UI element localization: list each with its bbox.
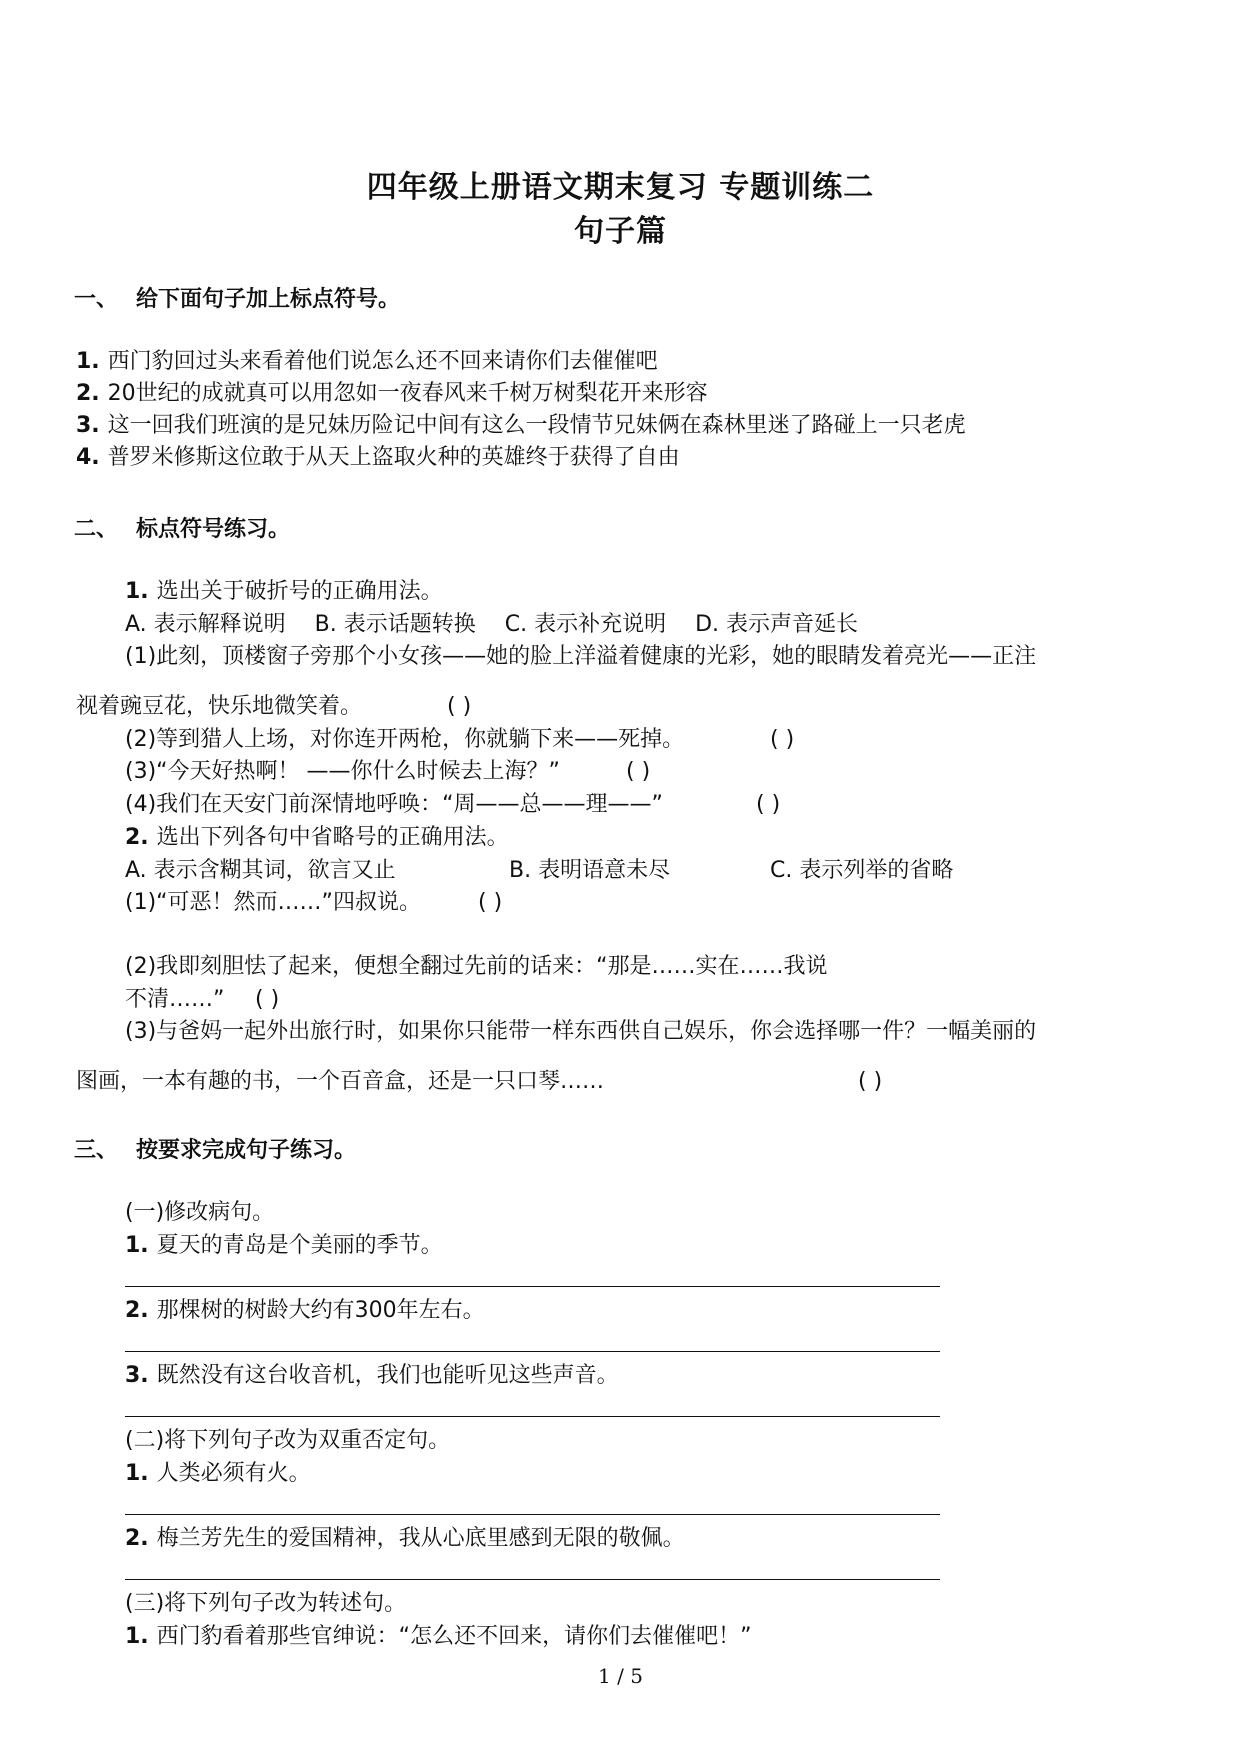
item-text: 夏天的青岛是个美丽的季节。: [156, 1233, 443, 1258]
answer-line[interactable]: [125, 1351, 940, 1352]
item-number: 3.: [76, 413, 100, 438]
page-number: 1 / 5: [598, 1664, 643, 1688]
question-line: (1)此刻，顶楼窗子旁那个小女孩——她的脸上洋溢着健康的光彩，她的眼睛发着亮光——正注: [125, 644, 1037, 669]
question-prompt: [125, 578, 443, 606]
question-line-cont: 图画，一本有趣的书，一个百音盒，还是一只口琴……: [76, 1069, 605, 1094]
item-number: 1.: [76, 349, 100, 374]
option-b: B. 表明语意未尽: [509, 858, 671, 883]
item-number: 2.: [125, 1526, 149, 1551]
item-number: 1.: [125, 1233, 149, 1258]
section-1-heading: [74, 282, 400, 313]
item-number: 1.: [125, 1461, 149, 1486]
item-text: 既然没有这台收音机，我们也能听见这些声音。: [156, 1363, 619, 1388]
answer-line[interactable]: [125, 1514, 940, 1515]
answer-paren[interactable]: ( ): [478, 890, 503, 915]
item-text: 人类必须有火。: [156, 1461, 311, 1486]
exercise-line: [125, 1362, 619, 1390]
answer-paren[interactable]: ( ): [858, 1069, 883, 1094]
exercise-line: [125, 1460, 311, 1488]
question-line: (1)“可恶！然而……”四叔说。: [125, 890, 421, 915]
exercise-line: [76, 380, 708, 408]
answer-paren[interactable]: ( ): [255, 987, 280, 1012]
section-title: 标点符号练习。: [136, 517, 291, 542]
item-text: 梅兰芳先生的爱国精神，我从心底里感到无限的敬佩。: [156, 1526, 685, 1551]
question-prompt: [125, 824, 509, 852]
prompt-text: 选出关于破折号的正确用法。: [156, 579, 443, 604]
answer-paren[interactable]: ( ): [756, 792, 781, 817]
part-heading: (三)将下列句子改为转述句。: [125, 1591, 407, 1616]
exercise-line: [76, 348, 658, 376]
option-d: D. 表示声音延长: [695, 612, 859, 637]
answer-line[interactable]: [125, 1579, 940, 1580]
answer-paren[interactable]: ( ): [447, 694, 472, 719]
section-number: 三、: [74, 1138, 119, 1163]
item-number: 2.: [76, 381, 100, 406]
item-text: 西门豹回过头来看着他们说怎么还不回来请你们去催催吧: [107, 349, 658, 374]
exercise-line: [76, 444, 680, 472]
page-title: 四年级上册语文期末复习 专题训练二: [366, 170, 875, 205]
section-3-heading: [74, 1133, 356, 1164]
item-text: 那棵树的树龄大约有300年左右。: [156, 1298, 485, 1323]
section-2-heading: [74, 512, 290, 543]
item-number: 2.: [125, 1298, 149, 1323]
item-text: 20世纪的成就真可以用忽如一夜春风来千树万树梨花开来形容: [107, 381, 708, 406]
page-subtitle: 句子篇: [574, 214, 667, 249]
options-row: [125, 611, 858, 639]
part-heading: (一)修改病句。: [125, 1200, 275, 1225]
prompt-text: 选出下列各句中省略号的正确用法。: [156, 825, 509, 850]
section-number: 一、: [74, 287, 119, 312]
item-number: 2.: [125, 825, 149, 850]
answer-paren[interactable]: ( ): [770, 727, 795, 752]
answer-line[interactable]: [125, 1416, 940, 1417]
item-number: 3.: [125, 1363, 149, 1388]
exercise-line: [125, 1525, 685, 1553]
line-text: 视着豌豆花，快乐地微笑着。: [76, 694, 363, 719]
item-number: 4.: [76, 445, 100, 470]
answer-line[interactable]: [125, 1286, 940, 1287]
option-c: C. 表示补充说明: [504, 612, 667, 637]
part-heading: (二)将下列句子改为双重否定句。: [125, 1428, 451, 1453]
exercise-line: [125, 1232, 443, 1260]
section-title: 给下面句子加上标点符号。: [136, 287, 401, 312]
question-line: (3)“今天好热啊！ ——你什么时候去上海？”: [125, 759, 560, 784]
question-line: (2)我即刻胆怯了起来，便想全翻过先前的话来：“那是……实在……我说: [125, 954, 828, 979]
item-number: 1.: [125, 579, 149, 604]
option-b: B. 表示话题转换: [314, 612, 476, 637]
item-text: 这一回我们班演的是兄妹历险记中间有这么一段情节兄妹俩在森林里迷了路碰上一只老虎: [107, 413, 966, 438]
item-number: 1.: [125, 1624, 149, 1649]
option-a: A. 表示含糊其词，欲言又止: [125, 858, 396, 883]
item-text: 西门豹看着那些官绅说：“怎么还不回来，请你们去催催吧！”: [156, 1624, 752, 1649]
option-a: A. 表示解释说明: [125, 612, 286, 637]
question-line: (4)我们在天安门前深情地呼唤：“周——总——理——”: [125, 792, 663, 817]
exercise-line: [125, 1297, 485, 1325]
question-line: (3)与爸妈一起外出旅行时，如果你只能带一样东西供自己娱乐，你会选择哪一件？一幅美丽的: [125, 1019, 1037, 1044]
question-line-cont: [76, 693, 362, 721]
exercise-line: [125, 1623, 751, 1651]
section-number: 二、: [74, 517, 119, 542]
answer-paren[interactable]: ( ): [626, 759, 651, 784]
option-c: C. 表示列举的省略: [770, 858, 954, 883]
section-title: 按要求完成句子练习。: [136, 1138, 357, 1163]
question-line-cont: 不清……”: [125, 987, 225, 1012]
item-text: 普罗米修斯这位敢于从天上盗取火种的英雄终于获得了自由: [107, 445, 680, 470]
question-line: (2)等到猎人上场，对你连开两枪，你就躺下来——死掉。: [125, 727, 685, 752]
exercise-line: [76, 412, 966, 440]
